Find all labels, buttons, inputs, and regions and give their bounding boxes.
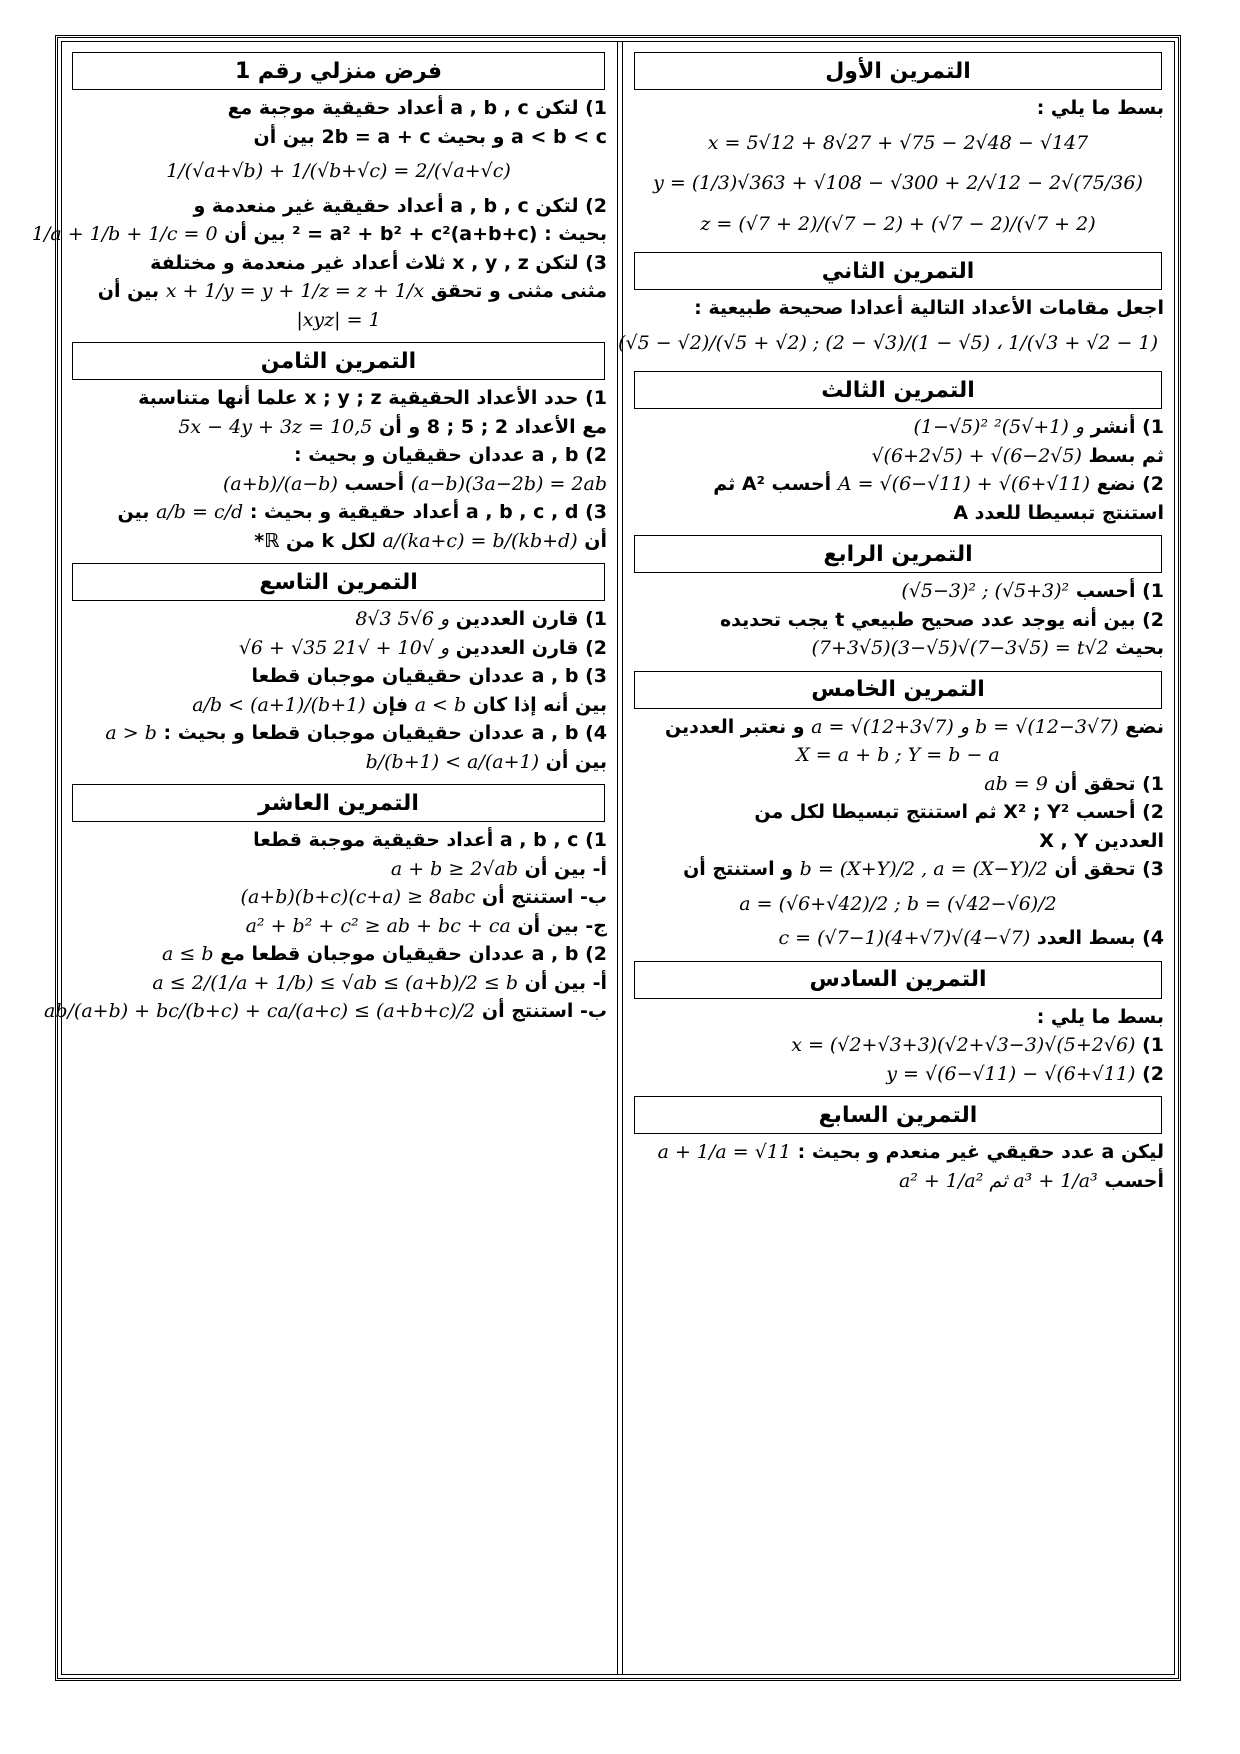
exercise-10-q1b: ب- استنتج أن [481, 886, 607, 908]
exercise-10-q2: 2) a , b عددان حقيقيان موجبان قطعا مع [220, 943, 607, 965]
exercise-9-q3c: فإن [372, 693, 409, 716]
exercise-5-q2: 2) أحسب X² ; Y² ثم استنتج تبسيطا لكل من [754, 801, 1164, 823]
homework-q3-math: x + 1/y = y + 1/z = z + 1/x [165, 280, 425, 302]
exercise-9-q4b: بين أن [545, 750, 607, 773]
exercise-8-q1b: مع الأعداد 2 ; 5 ; 8 و أن [379, 415, 607, 438]
exercise-5-q1: 1) تحقق أن [1054, 772, 1164, 795]
exercise-8-q3-math: a/b = c/d [156, 501, 244, 523]
exercise-9-q2: 2) قارن العددين [455, 636, 607, 659]
exercise-5-q3b: و استنتج أن [683, 858, 794, 880]
homework-q3: 3) لتكن x , y , z ثلاث أعداد غير منعدمة و مختلفة [150, 251, 607, 274]
exercise-10-title: التمرين العاشر [72, 784, 605, 822]
exercise-10-q1a: أ- بين أن [524, 857, 607, 880]
exercise-6-q1-num: 1) [1142, 1034, 1164, 1056]
exercise-5-l2-math: X = a + b ; Y = b − a [796, 744, 1000, 766]
homework-title: فرض منزلي رقم 1 [72, 52, 605, 90]
exercise-3-q1b-math: √(6+2√5) + √(6−2√5) [871, 444, 1082, 467]
exercise-7-l1-math: a + 1/a = √11 [657, 1141, 792, 1163]
exercise-10-q2a: أ- بين أن [524, 971, 607, 994]
exercise-5-q2b: العددين X , Y [1039, 829, 1164, 852]
exercise-3-title: التمرين الثالث [634, 371, 1162, 409]
exercise-7-title: التمرين السابع [634, 1096, 1162, 1134]
exercise-10-q1a-math: a + b ≥ 2√ab [390, 857, 519, 880]
homework-q2b: بحيث : (a+b+c)² = a² + b² + c² بين أن [224, 223, 607, 245]
homework-q1: 1) لتكن a , b , c أعداد حقيقية موجبة مع [227, 97, 607, 119]
exercise-10-q1: 1) a , b , c أعداد حقيقية موجبة قطعا [253, 829, 607, 851]
exercise-9-q4: 4) a , b عددان حقيقيان موجبان قطعا و بحيث : [163, 722, 607, 744]
exercise-8-q3d-math: a/(ka+c) = b/(kb+d) [382, 529, 578, 552]
exercise-5-title: التمرين الخامس [634, 671, 1162, 709]
exercise-10-q1c: ج- بين أن [517, 914, 607, 937]
exercise-8-q2-math: (a−b)(3a−2b) = 2ab [410, 472, 607, 495]
exercise-10-q2a-math: a ≤ 2/(1/a + 1/b) ≤ √ab ≤ (a+b)/2 ≤ b [152, 971, 519, 994]
exercise-4-q1: 1) أحسب [1075, 580, 1164, 602]
exercise-1-intro: بسط ما يلي : [1036, 97, 1164, 119]
exercise-1-title: التمرين الأول [634, 52, 1162, 90]
exercise-5-q4-math: c = (√7−1)(4+√7)√(4−√7) [778, 927, 1031, 949]
exercise-9-q3b: بين أنه إذا كان [472, 693, 607, 716]
exercise-8-q2: 2) a , b عددان حقيقيان و بحيث : [294, 444, 607, 466]
exercise-1-y: y = (1/3)√363 + √108 − √300 + 2/√12 − 2√(75/36) [653, 172, 1143, 194]
exercise-3-q2b: أحسب A² ثم [713, 473, 832, 495]
left-column [31, 44, 611, 1026]
homework-q1-math: 1/(√a+√b) + 1/(√b+√c) = 2/(√a+√c) [166, 160, 511, 182]
exercise-9-q1-math: 8√3 و 6√5 [355, 608, 450, 630]
exercise-9-title: التمرين التاسع [72, 563, 605, 601]
exercise-2-title: التمرين الثاني [634, 252, 1162, 290]
exercise-8-q3e: لكل k من ℝ* [254, 529, 376, 552]
exercise-7-l2-math: a² + 1/a² ثم a³ + 1/a³ [898, 1169, 1098, 1192]
exercise-8-q3: 3) a , b , c , d أعداد حقيقية و بحيث : [249, 501, 607, 523]
exercise-10-q2b-math: ab/(a+b) + bc/(b+c) + ca/(a+c) ≤ (a+b+c)/2 [44, 1000, 476, 1022]
exercise-6-q1-math: x = (√2+√3+3)(√2+√3−3)√(5+2√6) [791, 1034, 1136, 1056]
exercise-5-l1: نضع [1125, 715, 1164, 738]
exercise-5-q3: 3) تحقق أن [1054, 858, 1164, 880]
exercise-5-q4: 4) بسط العدد [1036, 927, 1164, 949]
right-column [618, 44, 1168, 1195]
exercise-10-q2b: ب- استنتج أن [481, 1000, 607, 1022]
exercise-7-l2: أحسب [1104, 1169, 1164, 1192]
exercise-4-q2b: بحيث [1115, 637, 1164, 659]
exercise-5-q3c-math: a = (√6+√42)/2 ; b = (√42−√6)/2 [739, 892, 1057, 915]
exercise-8-q3b: بين [117, 501, 150, 523]
exercise-2-expr: (√5 − √2)/(√5 + √2) ; (2 − √3)/(1 − √5) ، 1/(√3 + √2 − 1) [618, 331, 1158, 354]
exercise-6-title: التمرين السادس [634, 961, 1162, 999]
exercise-3-q1b: ثم بسط [1088, 444, 1164, 467]
exercise-8-q1-math: 5x − 4y + 3z = 10,5 [178, 415, 373, 438]
exercise-3-q1: 1) أنشر [1090, 416, 1164, 438]
homework-q2-math: 1/a + 1/b + 1/c = 0 [31, 223, 218, 245]
exercise-8-q3c: أن [584, 529, 607, 552]
exercise-3-q2-math: A = √(6−√11) + √(6+√11) [837, 473, 1090, 495]
exercise-4-q2: 2) بين أنه يوجد عدد صحيح طبيعي t يجب تحديده [719, 608, 1164, 631]
exercise-9-q3: 3) a , b عددان حقيقيان موجبان قطعا [251, 665, 607, 687]
exercise-10-q2-math: a ≤ b [162, 943, 214, 965]
homework-q2: 2) لتكن a , b , c أعداد حقيقية غير منعدمة و [193, 194, 607, 217]
exercise-5-l1-math: a = √(12+3√7) و b = √(12−3√7) [811, 715, 1119, 738]
exercise-8-q1: 1) حدد الأعداد الحقيقية x ; y ; z علما أنها متناسبة [138, 387, 607, 409]
exercise-9-q3-math: a < b [414, 693, 467, 716]
exercise-9-q4c-math: b/(b+1) < a/(a+1) [365, 750, 540, 773]
exercise-1-x: x = 5√12 + 8√27 + √75 − 2√48 − √147 [707, 131, 1089, 154]
exercise-3-q2: 2) نضع [1096, 473, 1164, 495]
exercise-5-q1-math: ab = 9 [984, 772, 1048, 795]
exercise-9-q3d-math: a/b < (a+1)/(b+1) [192, 693, 366, 716]
column-divider [617, 41, 623, 1675]
exercise-7-l1: ليكن a عدد حقيقي غير منعدم و بحيث : [797, 1141, 1164, 1163]
homework-q1b: a < b < c و بحيث 2b = a + c بين أن [253, 125, 607, 148]
exercise-3-q1-math: (1−√5)² و (1+√5)² [913, 416, 1085, 438]
exercise-4-q1-math: (√5−3)² ; (√5+3)² [901, 580, 1070, 602]
exercise-4-title: التمرين الرابع [634, 535, 1162, 573]
exercise-10-q1c-math: a² + b² + c² ≥ ab + bc + ca [245, 914, 511, 937]
exercise-2-intro: اجعل مقامات الأعداد التالية أعدادا صحيحة طبيعية : [694, 297, 1164, 319]
homework-q3b: مثنى مثنى و تحقق [430, 280, 607, 302]
exercise-9-q1: 1) قارن العددين [455, 608, 607, 630]
exercise-9-q4-math: a > b [105, 722, 157, 744]
exercise-8-title: التمرين الثامن [72, 342, 605, 380]
exercise-6-q2-num: 2) [1142, 1062, 1164, 1085]
exercise-5-q3-math: b = (X+Y)/2 , a = (X−Y)/2 [799, 858, 1048, 880]
homework-q3d-math: |xyz| = 1 [296, 308, 381, 331]
exercise-9-q2-math: √6 + √35 و √10 + √21 [238, 636, 450, 659]
exercise-1-z: z = (√7 + 2)/(√7 − 2) + (√7 − 2)/(√7 + 2) [700, 212, 1096, 235]
exercise-6-intro: بسط ما يلي : [1036, 1005, 1164, 1028]
exercise-10-q1b-math: (a+b)(b+c)(c+a) ≥ 8abc [240, 886, 476, 908]
exercise-8-q2c-math: (a+b)/(a−b) [222, 472, 338, 495]
homework-q3c: بين أن [97, 280, 160, 302]
exercise-5-l1b: و نعتبر العددين [664, 715, 805, 738]
exercise-6-q2-math: y = √(6−√11) − √(6+√11) [886, 1062, 1136, 1085]
exercise-8-q2b: أحسب [344, 472, 405, 495]
exercise-3-q2c: استنتج تبسيطا للعدد A [953, 501, 1164, 524]
exercise-4-q2-math: (7+3√5)(3−√5)√(7−3√5) = t√2 [811, 637, 1109, 659]
